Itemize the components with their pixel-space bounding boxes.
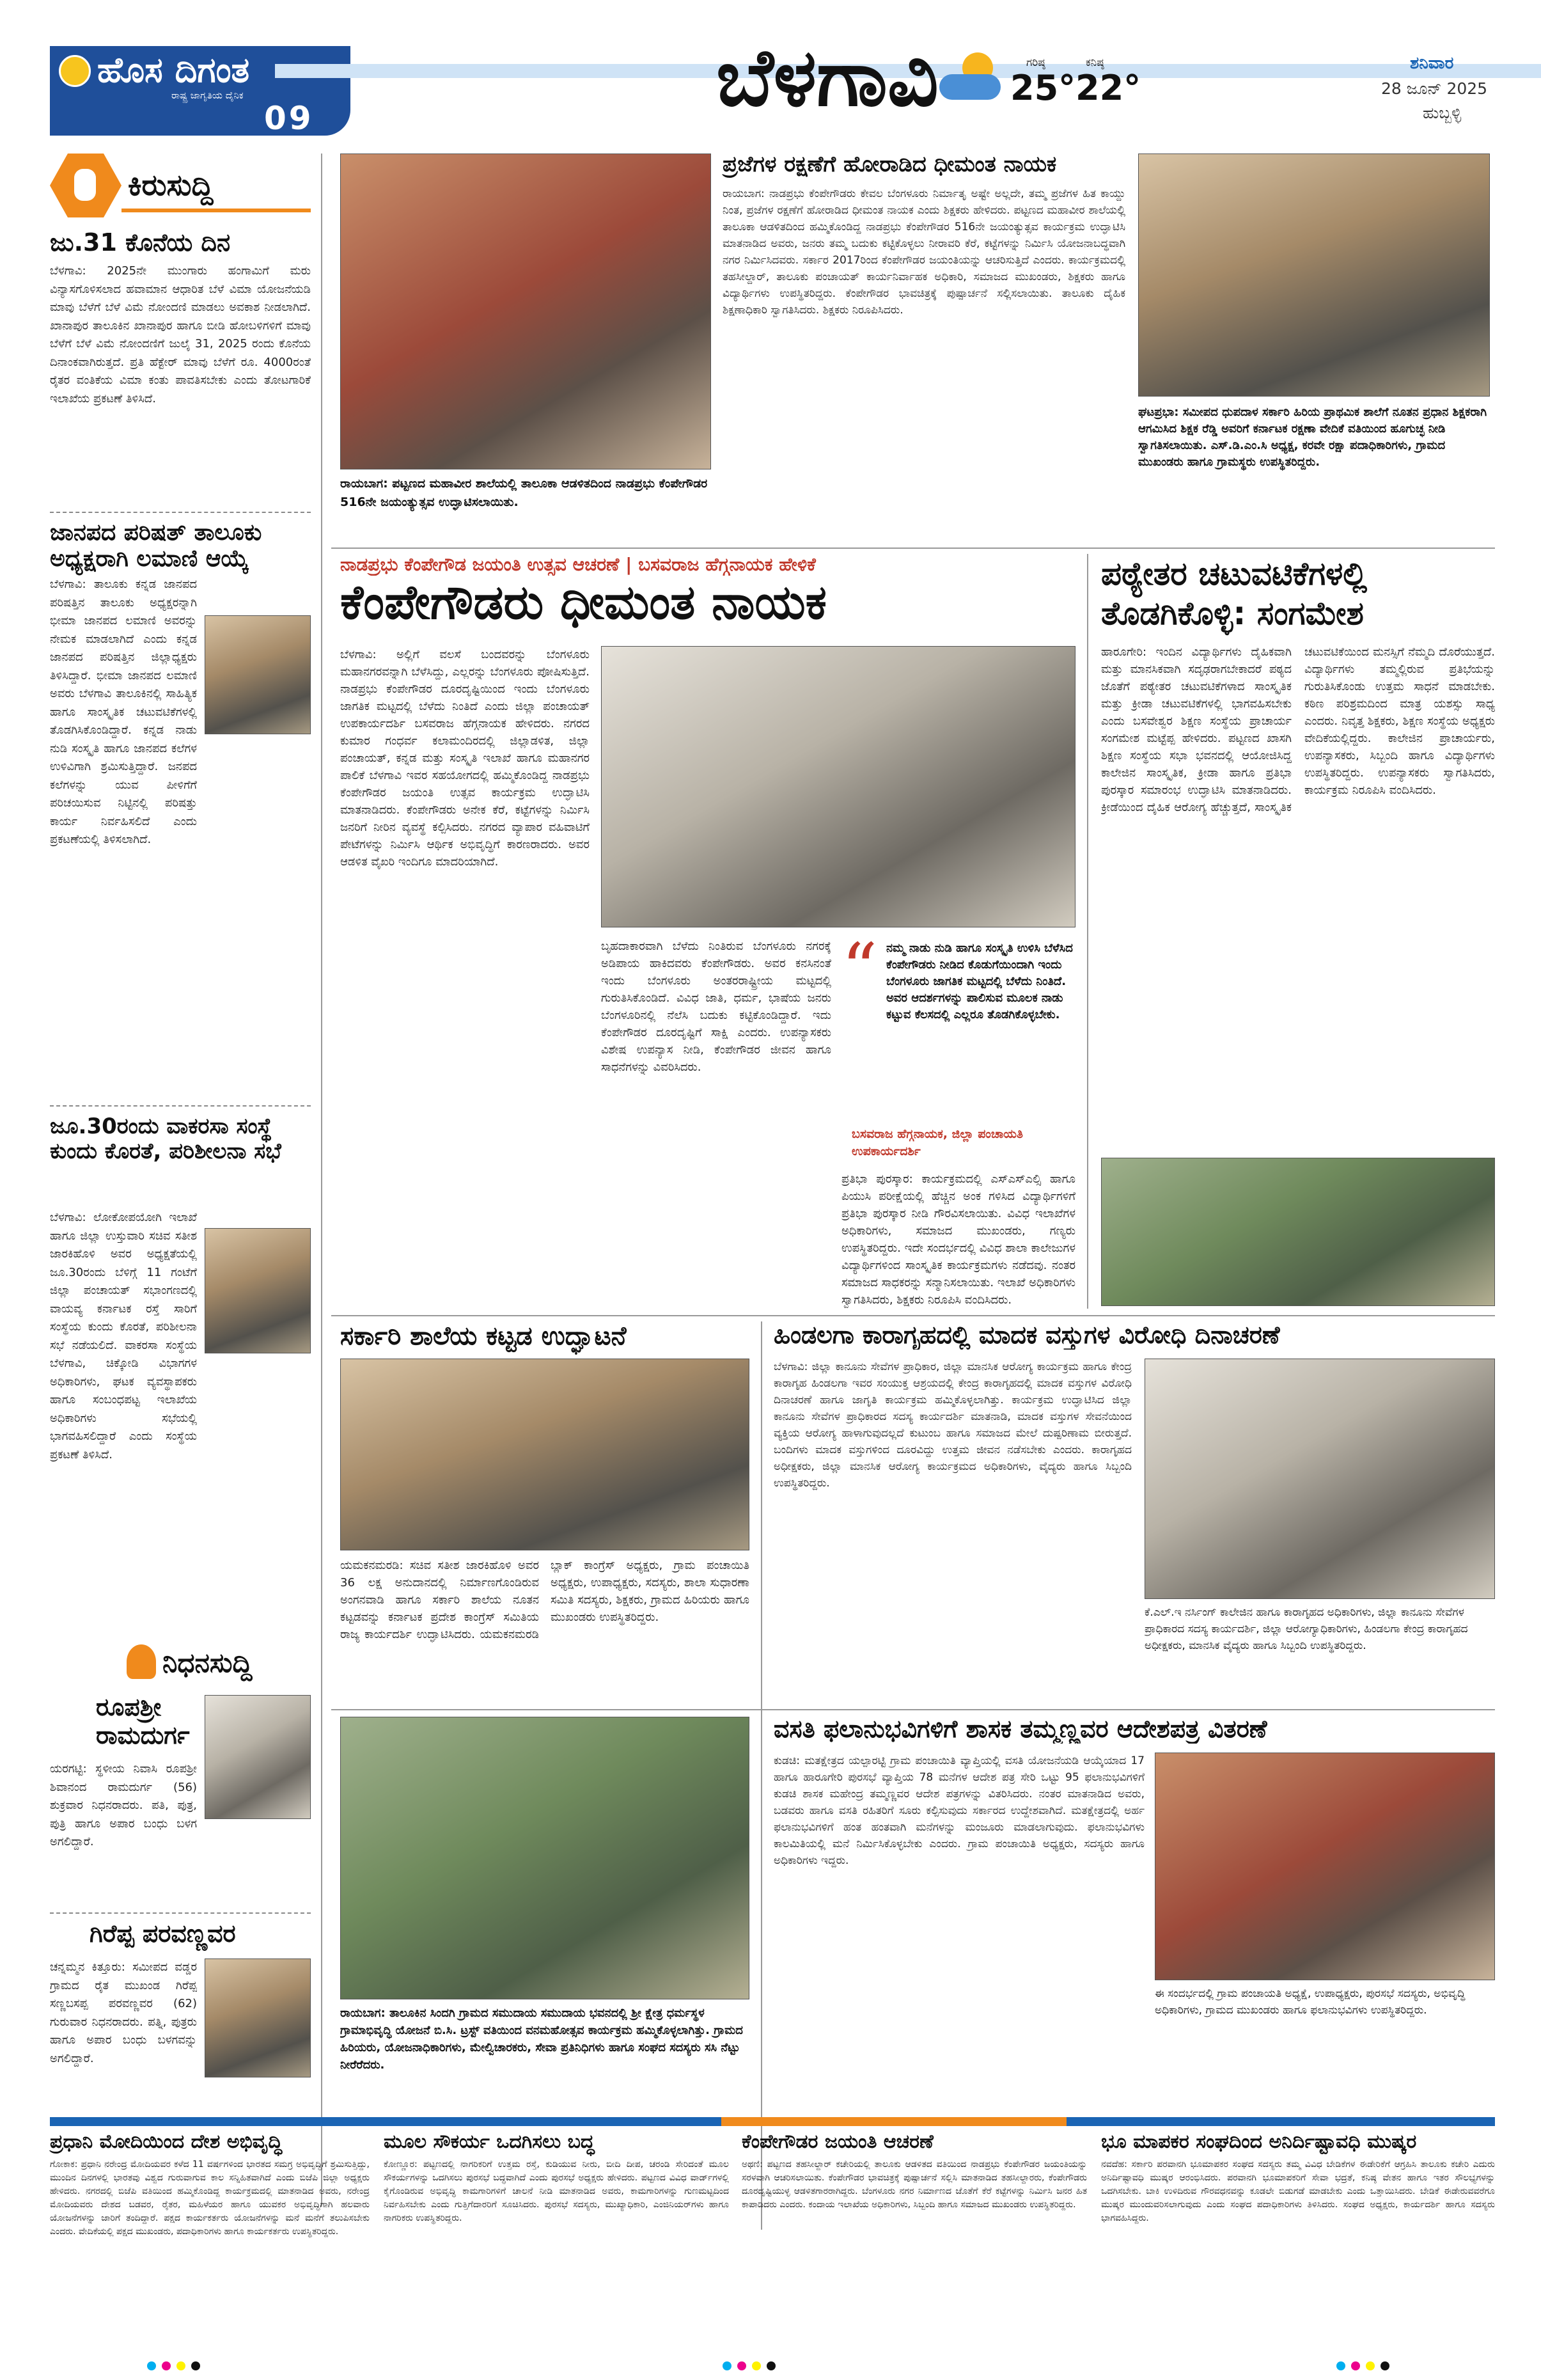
bottom-band-left [50, 2117, 721, 2126]
paper-name: ಹೊಸ ದಿಗಂತ [97, 50, 250, 90]
housing-text: ಕುಡಚಿ: ಮತಕ್ಷೇತ್ರದ ಯಲ್ಪಾರಟ್ಟಿ ಗ್ರಾಮ ಪಂಚಾಯಿತಿ ವ್ಯಾಪ್ತಿಯಲ್ಲಿ ವಸತಿ ಯೋಜನೆಯಡಿ ಆಯ್ಕೆಯಾದ 17 ಹಾಗೂ ಹಾರೂಗೇರಿ ಪುರಸಭೆ ವ್ಯಾಪ್ತಿಯ 78 ಮನೆಗಳ ಆದೇಶ ಪತ್ರ ಸೇರಿ ಒಟ್ಟು 95 ಫಲಾನುಭವಿಗಳಿಗೆ ಕುಡಚಿ ಶಾಸಕ ಮಹೇಂದ್ರ ತಮ್ಮಣ್ಣವರ ಆದೇಶ ಪತ್ರಗಳನ್ನು ವಿತರಿಸಿದರು. ನಂತರ ಮಾತನಾಡಿದ ಅವರು, ಬಡವರು ಹಾಗೂ ವಸತಿ ರಹಿತರಿಗೆ ಸೂರು ಕಲ್ಪಿಸುವುದು ಸರ್ಕಾರದ ಉದ್ದೇಶವಾಗಿದೆ. ಮತಕ್ಷೇತ್ರದಲ್ಲಿ ಅರ್ಹ ಫಲಾನುಭವಿಗಳಿಗೆ ಹಂತ ಹಂತವಾಗಿ ಮನೆಗಳನ್ನು ಮಂಜೂರು ಮಾಡಲಾಗುವುದು. ಫಲಾನುಭವಿಗಳು ಕಾಲಮಿತಿಯಲ್ಲಿ ಮನೆ ನಿರ್ಮಿಸಿಕೊಳ್ಳಬೇಕು ಎಂದರು. ಗ್ರಾಮ ಪಂಚಾಯಿತಿ ಅಧ್ಯಕ್ಷರು, ಸದಸ್ಯರು ಹಾಗೂ ಅಧಿಕಾರಿಗಳು ಇದ್ದರು. [774, 1754, 1145, 1867]
day-name: ಶನಿವಾರ [1410, 54, 1454, 73]
bottom-1-text: ಗೋಕಾಕ: ಪ್ರಧಾನಿ ನರೇಂದ್ರ ಮೋದಿಯವರ ಕಳೆದ 11 ವರ್ಷಗಳಿಂದ ಭಾರತದ ಸಮಗ್ರ ಅಭಿವೃದ್ಧಿಗೆ ಶ್ರಮಿಸುತ್ತಿದ್ದು, ಮುಂದಿನ ದಿನಗಳಲ್ಲಿ ಭಾರತವು ವಿಶ್ವದ ಗುರುವಾಗುವ ಕಾಲ ಸನ್ನಿಹಿತವಾಗಿದೆ ಎಂದು ಬಿಜೆಪಿ ಜಿಲ್ಲಾ ಅಧ್ಯಕ್ಷರು ಹೇಳಿದರು. ನಗರದಲ್ಲಿ ಬಿಜೆಪಿ ವತಿಯಿಂದ ಹಮ್ಮಿಕೊಂಡಿದ್ದ ಕಾರ್ಯಕ್ರಮದಲ್ಲಿ ಮಾತನಾಡಿದ ಅವರು, ನರೇಂದ್ರ ಮೋದಿಯವರು ದೇಶದ ಬಡವರ, ರೈತರ, ಮಹಿಳೆಯರ ಹಾಗೂ ಯುವಕರ ಅಭಿವೃದ್ಧಿಗಾಗಿ ಹಲವಾರು ಯೋಜನೆಗಳನ್ನು ಜಾರಿಗೆ ತಂದಿದ್ದಾರೆ. ಪಕ್ಷದ ಕಾರ್ಯಕರ್ತರು ಯೋಜನೆಗಳನ್ನು ಮನೆ ಮನೆಗೆ ತಲುಪಿಸಬೇಕು ಎಂದರು. ವೇದಿಕೆಯಲ್ಲಿ ಪಕ್ಷದ ಮುಖಂಡರು, ಪದಾಧಿಕಾರಿಗಳು ಹಾಗೂ ಕಾರ್ಯಕರ್ತರು ಉಪಸ್ಥಿತರಿದ್ದರು. [50, 2159, 370, 2237]
obit-2-name: ಗಿರೆಪ್ಪ ಪರವಣ್ಣವರ [90, 1919, 236, 1948]
main-kicker: ನಾಡಪ್ರಭು ಕೆಂಪೇಗೌಡ ಜಯಂತಿ ಉತ್ಸವ ಆಚರಣೆ | ಬಸವರಾಜ ಹೆಗ್ಗನಾಯಕ ಹೇಳಿಕೆ [340, 554, 816, 575]
top-mid-title: ಪ್ರಜೆಗಳ ರಕ್ಷಣೆಗೆ ಹೋರಾಡಿದ ಧೀಮಂತ ನಾಯಕ [723, 152, 1057, 177]
school-text: ಯಮಕನಮರಡಿ: ಸಚಿವ ಸತೀಶ ಜಾರಕಿಹೊಳಿ ಅವರ 36 ಲಕ್ಷ ಅನುದಾನದಲ್ಲಿ ನಿರ್ಮಾಣಗೊಂಡಿರುವ ಅಂಗನವಾಡಿ ಹಾಗೂ ಸರ್ಕಾರಿ ಶಾಲೆಯ ನೂತನ ಕಟ್ಟಡವನ್ನು ಕರ್ನಾಟಕ ಪ್ರದೇಶ ಕಾಂಗ್ರೆಸ್ ಸಮಿತಿಯ ರಾಜ್ಯ ಕಾರ್ಯದರ್ಶಿ ಉದ್ಘಾಟಿಸಿದರು. ಯಮಕನಮರಡಿ ಬ್ಲಾಕ್ ಕಾಂಗ್ರೆಸ್ ಅಧ್ಯಕ್ಷರು, ಗ್ರಾಮ ಪಂಚಾಯಿತಿ ಅಧ್ಯಕ್ಷರು, ಉಪಾಧ್ಯಕ್ಷರು, ಸದಸ್ಯರು, ಶಾಲಾ ಸುಧಾರಣಾ ಸಮಿತಿ ಸದಸ್ಯರು, ಶಿಕ್ಷಕರು, ಗ್ರಾಮದ ಹಿರಿಯರು ಹಾಗೂ ಮುಖಂಡರು ಉಪಸ್ಥಿತರಿದ್ದರು. [340, 1559, 749, 1641]
masthead [0, 0, 1541, 144]
top-left-photo [340, 154, 711, 469]
top-right-caption: ಘಟಪ್ರಭಾ: ಸಮೀಪದ ಧುಪದಾಳ ಸರ್ಕಾರಿ ಹಿರಿಯ ಪ್ರಾಥಮಿಕ ಶಾಲೆಗೆ ನೂತನ ಪ್ರಧಾನ ಶಿಕ್ಷಕರಾಗಿ ಆಗಮಿಸಿದ ಶಿಕ್ಷಕ ರೆಡ್ಡಿ ಅವರಿಗೆ ಕರ್ನಾಟಕ ರಕ್ಷಣಾ ವೇದಿಕೆ ವತಿಯಿಂದ ಹೂಗುಚ್ಛ ನೀಡಿ ಸ್ವಾಗತಿಸಲಾಯಿತು. ಎಸ್.ಡಿ.ಎಂ.ಸಿ ಅಧ್ಯಕ್ಷ, ಕರವೇ ರಕ್ಷಾ ಪದಾಧಿಕಾರಿಗಳು, ಗ್ರಾಮದ ಮುಖಂಡರು ಹಾಗೂ ಗ್ರಾಮಸ್ಥರು ಉಪಸ್ಥಿತರಿದ್ದರು. [1138, 406, 1487, 469]
pointing-hand-icon [50, 154, 121, 217]
edition-name: ಬೆಳಗಾವಿ [716, 32, 939, 124]
bottom-band-right [1067, 2117, 1495, 2126]
main-text-3: ಪ್ರತಿಭಾ ಪುರಸ್ಕಾರ: ಕಾರ್ಯಕ್ರಮದಲ್ಲಿ ಎಸ್ಎಸ್ಎಲ್ಸಿ ಹಾಗೂ ಪಿಯುಸಿ ಪರೀಕ್ಷೆಯಲ್ಲಿ ಹೆಚ್ಚಿನ ಅಂಕ ಗಳಿಸಿದ ವಿದ್ಯಾರ್ಥಿಗಳಿಗೆ ಪ್ರತಿಭಾ ಪುರಸ್ಕಾರ ನೀಡಿ ಗೌರವಿಸಲಾಯಿತು. ವಿವಿಧ ಇಲಾಖೆಗಳ ಅಧಿಕಾರಿಗಳು, ಸಮಾಜದ ಮುಖಂಡರು, ಗಣ್ಯರು ಉಪಸ್ಥಿತರಿದ್ದರು. ಇದೇ ಸಂದರ್ಭದಲ್ಲಿ ವಿವಿಧ ಶಾಲಾ ಕಾಲೇಜುಗಳ ವಿದ್ಯಾರ್ಥಿಗಳಿಂದ ಸಾಂಸ್ಕೃತಿಕ ಕಾರ್ಯಕ್ರಮಗಳು ನಡೆದವು. ನಂತರ ಸಮಾಜದ ಸಾಧಕರನ್ನು ಸನ್ಮಾನಿಸಲಾಯಿತು. ಇಲಾಖೆ ಅಧಿಕಾರಿಗಳು ಸ್ವಾಗತಿಸಿದರು, ಶಿಕ್ಷಕರು ನಿರೂಪಿಸಿ ವಂದಿಸಿದರು. [841, 1172, 1076, 1307]
brief-2-text: ಬೆಳಗಾವಿ: ತಾಲೂಕು ಕನ್ನಡ ಜಾನಪದ ಪರಿಷತ್ತಿನ ತಾಲೂಕು ಅಧ್ಯಕ್ಷರನ್ನಾಗಿ ಭೀಮಾ ಜಾನಪದ ಲಮಾಣಿ ಅವರನ್ನು ನೇಮಕ ಮಾಡಲಾಗಿದೆ ಎಂದು ಕನ್ನಡ ಜಾನಪದ ಪರಿಷತ್ತಿನ ಜಿಲ್ಲಾಧ್ಯಕ್ಷರು ತಿಳಿಸಿದ್ದಾರೆ. ಭೀಮಾ ಜಾನಪದ ಲಮಾಣಿ ಅವರು ಬೆಳಗಾವಿ ತಾಲೂಕಿನಲ್ಲಿ ಸಾಹಿತ್ಯಿಕ ಹಾಗೂ ಸಾಂಸ್ಕೃತಿಕ ಚಟುವಟಿಕೆಗಳಲ್ಲಿ ತೊಡಗಿಸಿಕೊಂಡಿದ್ದಾರೆ. ಕನ್ನಡ ನಾಡು ನುಡಿ ಸಂಸ್ಕೃತಿ ಹಾಗೂ ಜಾನಪದ ಕಲೆಗಳ ಉಳಿವಿಗಾಗಿ ಶ್ರಮಿಸುತ್ತಿದ್ದಾರೆ. ಜನಪದ ಕಲೆಗಳನ್ನು ಯುವ ಪೀಳಿಗೆಗೆ ಪರಿಚಯಿಸುವ ನಿಟ್ಟಿನಲ್ಲಿ ಪರಿಷತ್ತು ಕಾರ್ಯ ನಿರ್ವಹಿಸಲಿದೆ ಎಂದು ಪ್ರಕಟಣೆಯಲ್ಲಿ ತಿಳಿಸಲಾಗಿದೆ. [50, 578, 197, 846]
school-title: ಸರ್ಕಾರಿ ಶಾಲೆಯ ಕಟ್ಟಡ ಉದ್ಘಾಟನೆ [340, 1321, 627, 1351]
drug-caption: ಕೆ.ಎಲ್.ಇ ನರ್ಸಿಂಗ್ ಕಾಲೇಜಿನ ಹಾಗೂ ಕಾರಾಗೃಹದ ಅಧಿಕಾರಿಗಳು, ಜಿಲ್ಲಾ ಕಾನೂನು ಸೇವೆಗಳ ಪ್ರಾಧಿಕಾರದ ಸದಸ್ಯ ಕಾರ್ಯದರ್ಶಿ, ಜಿಲ್ಲಾ ಆರೋಗ್ಯಾಧಿಕಾರಿಗಳು, ಹಿಂಡಲಗಾ ಕೇಂದ್ರ ಕಾರಾಗೃಹದ ಅಧೀಕ್ಷಕರು, ಮಾನಸಿಕ ವೈದ್ಯರು ಹಾಗೂ ಸಿಬ್ಬಂದಿ ಉಪಸ್ಥಿತರಿದ್ದರು. [1145, 1606, 1468, 1652]
top-mid-text: ರಾಯಬಾಗ: ನಾಡಪ್ರಭು ಕೆಂಪೇಗೌಡರು ಕೇವಲ ಬೆಂಗಳೂರು ನಿರ್ಮಾತೃ ಅಷ್ಟೇ ಅಲ್ಲದೇ, ತಮ್ಮ ಪ್ರಜೆಗಳ ಹಿತ ಕಾಯ್ದು ನಿಂತ, ಪ್ರಜೆಗಳ ರಕ್ಷಣೆಗೆ ಹೋರಾಡಿದ ಧೀಮಂತ ನಾಯಕ ಎಂದು ಶಿಕ್ಷಕರು ಹೇಳಿದರು. ಪಟ್ಟಣದ ಮಹಾವೀರ ಶಾಲೆಯಲ್ಲಿ ತಾಲೂಕಾ ಆಡಳಿತದಿಂದ ಹಮ್ಮಿಕೊಂಡಿದ್ದ ನಾಡಪ್ರಭು ಕೆಂಪೇಗೌಡರ 516ನೇ ಜಯಂತ್ಯುತ್ಸವ ಕಾರ್ಯಕ್ರಮ ಉದ್ಘಾಟಿಸಿ ಮಾತನಾಡಿದ ಅವರು, ಜನರು ತಮ್ಮ ಬದುಕು ಕಟ್ಟಿಕೊಳ್ಳಲು ನೀರಾವರಿ ಕೆರೆ, ಕಟ್ಟೆಗಳನ್ನು ನಿರ್ಮಿಸಿ ಯೋಜನಾಬದ್ಧವಾಗಿ ನಗರ ನಿರ್ಮಿಸಿದವರು. ಸರ್ಕಾರ 2017ರಿಂದ ಕೆಂಪೇಗೌಡರ ಜಯಂತಿಯನ್ನು ಆಚರಿಸುತ್ತಿದೆ ಎಂದರು. ಕಾರ್ಯಕ್ರಮದಲ್ಲಿ ತಹಸೀಲ್ದಾರ್, ತಾಲೂಕು ಪಂಚಾಯತ್ ಕಾರ್ಯನಿರ್ವಾಹಕ ಅಧಿಕಾರಿ, ಸಮಾಜದ ಮುಖಂಡರು, ಶಿಕ್ಷಕರು ಹಾಗೂ ವಿದ್ಯಾರ್ಥಿಗಳು ಉಪಸ್ಥಿತರಿದ್ದರು. ಕೆಂಪೇಗೌಡರ ಭಾವಚಿತ್ರಕ್ಕೆ ಪುಷ್ಪಾರ್ಚನೆ ಸಲ್ಲಿಸಲಾಯಿತು. ತಾಲೂಕು ದೈಹಿಕ ಶಿಕ್ಷಣಾಧಿಕಾರಿ ಸ್ವಾಗತಿಸಿದರು. ಶಿಕ್ಷಕರು ನಿರೂಪಿಸಿದರು. [723, 187, 1125, 317]
min-temp: 22° [1076, 68, 1141, 108]
quote-mark-icon: “ [841, 928, 878, 1010]
obit-1-name: ರೂಪಶ್ರೀ ರಾಮದುರ್ಗ [96, 1693, 190, 1749]
brief-1-title: ಜು.31 ಕೊನೆಯ ದಿನ [50, 228, 231, 256]
tree-photo [340, 1717, 749, 1999]
nidhana-header [50, 1641, 311, 1685]
right-story-photo [1101, 1158, 1495, 1306]
logo-emblem-icon [59, 55, 91, 87]
drug-photo [1145, 1359, 1495, 1599]
main-text-1: ಬೆಳಗಾವಿ: ಅಲ್ಲಿಗೆ ವಲಸೆ ಬಂದವರನ್ನು ಬೆಂಗಳೂರು ಮಹಾನಗರವನ್ನಾಗಿ ಬೆಳೆಸಿದ್ದು, ಎಲ್ಲರನ್ನು ಬೆಂಗಳೂರು ಪೋಷಿಸುತ್ತಿದೆ. ನಾಡಪ್ರಭು ಕೆಂಪೇಗೌಡರ ದೂರದೃಷ್ಟಿಯಿಂದ ಇಂದು ಬೆಂಗಳೂರು ಜಾಗತಿಕ ಮಟ್ಟದಲ್ಲಿ ಬೆಳೆದು ನಿಂತಿದೆ ಎಂದು ಜಿಲ್ಲಾ ಪಂಚಾಯತ್ ಉಪಕಾರ್ಯದರ್ಶಿ ಬಸವರಾಜ ಹೆಗ್ಗನಾಯಕ ಹೇಳಿದರು. ನಗರದ ಕುಮಾರ ಗಂಧರ್ವ ಕಲಾಮಂದಿರದಲ್ಲಿ ಜಿಲ್ಲಾಡಳಿತ, ಜಿಲ್ಲಾ ಪಂಚಾಯತ್, ಕನ್ನಡ ಮತ್ತು ಸಂಸ್ಕೃತಿ ಇಲಾಖೆ ಹಾಗೂ ಮಹಾನಗರ ಪಾಲಿಕೆ ಬೆಳಗಾವಿ ಇವರ ಸಹಯೋಗದಲ್ಲಿ ಹಮ್ಮಿಕೊಂಡಿದ್ದ ನಾಡಪ್ರಭು ಕೆಂಪೇಗೌಡರ ಜಯಂತಿ ಉತ್ಸವ ಕಾರ್ಯಕ್ರಮ ಉದ್ಘಾಟಿಸಿ ಮಾತನಾಡಿದರು. ಕೆಂಪೇಗೌಡರು ಅನೇಕ ಕೆರೆ, ಕಟ್ಟೆಗಳನ್ನು ನಿರ್ಮಿಸಿ ಜನರಿಗೆ ನೀರಿನ ವ್ಯವಸ್ಥೆ ಕಲ್ಪಿಸಿದರು. ನಗರದ ವ್ಯಾಪಾರ ವಹಿವಾಟಿಗೆ ಪೇಟೆಗಳನ್ನು ನಿರ್ಮಿಸಿ ಆರ್ಥಿಕ ಅಭಿವೃದ್ಧಿಗೆ ಕಾರಣರಾದರು. ಅವರ ಆಡಳಿತ ವೈಖರಿ ಇಂದಿಗೂ ಮಾದರಿಯಾಗಿದೆ. [340, 648, 590, 869]
right-story-text: ಹಾರೂಗೇರಿ: ಇಂದಿನ ವಿದ್ಯಾರ್ಥಿಗಳು ದೈಹಿಕವಾಗಿ ಮತ್ತು ಮಾನಸಿಕವಾಗಿ ಸದೃಢರಾಗಬೇಕಾದರೆ ಪಠ್ಯದ ಜೊತೆಗೆ ಪಠ್ಯೇತರ ಚಟುವಟಿಕೆಗಳಾದ ಸಾಂಸ್ಕೃತಿಕ ಮತ್ತು ಕ್ರೀಡಾ ಚಟುವಟಿಕೆಗಳಲ್ಲಿ ಭಾಗವಹಿಸಬೇಕು ಎಂದು ಬಸವೇಶ್ವರ ಶಿಕ್ಷಣ ಸಂಸ್ಥೆಯ ಪ್ರಾಚಾರ್ಯ ಸಂಗಮೇಶ ಮಟ್ಟೆಪ್ಪ ಹೇಳಿದರು. ಪಟ್ಟಣದ ಖಾಸಗಿ ಶಿಕ್ಷಣ ಸಂಸ್ಥೆಯ ಸಭಾ ಭವನದಲ್ಲಿ ಆಯೋಜಿಸಿದ್ದ ಕಾಲೇಜಿನ ಸಾಂಸ್ಕೃತಿಕ, ಕ್ರೀಡಾ ಹಾಗೂ ಪ್ರತಿಭಾ ಪುರಸ್ಕಾರ ಸಮಾರಂಭ ಉದ್ಘಾಟಿಸಿ ಮಾತನಾಡಿದರು. ಕ್ರೀಡೆಯಿಂದ ದೈಹಿಕ ಆರೋಗ್ಯ ಹೆಚ್ಚುತ್ತದೆ, ಸಾಂಸ್ಕೃತಿಕ ಚಟುವಟಿಕೆಯಿಂದ ಮನಸ್ಸಿಗೆ ನೆಮ್ಮದಿ ದೊರೆಯುತ್ತದೆ. ವಿದ್ಯಾರ್ಥಿಗಳು ತಮ್ಮಲ್ಲಿರುವ ಪ್ರತಿಭೆಯನ್ನು ಗುರುತಿಸಿಕೊಂಡು ಉತ್ತಮ ಸಾಧನೆ ಮಾಡಬೇಕು. ಕಠಿಣ ಪರಿಶ್ರಮದಿಂದ ಮಾತ್ರ ಯಶಸ್ಸು ಸಾಧ್ಯ ಎಂದರು. ನಿವೃತ್ತ ಶಿಕ್ಷಕರು, ಶಿಕ್ಷಣ ಸಂಸ್ಥೆಯ ಅಧ್ಯಕ್ಷರು ವೇದಿಕೆಯಲ್ಲಿದ್ದರು. ಕಾಲೇಜಿನ ಪ್ರಾಚಾರ್ಯರು, ಉಪನ್ಯಾಸಕರು, ಸಿಬ್ಬಂದಿ ಹಾಗೂ ವಿದ್ಯಾರ್ಥಿಗಳು ಉಪಸ್ಥಿತರಿದ್ದರು. ಉಪನ್ಯಾಸಕರು ಸ್ವಾಗತಿಸಿದರು, ಕಾರ್ಯಕ್ರಮ ನಿರೂಪಿಸಿ ವಂದಿಸಿದರು. [1101, 645, 1495, 814]
bottom-band-mid [721, 2117, 1067, 2126]
housing-caption: ಈ ಸಂದರ್ಭದಲ್ಲಿ ಗ್ರಾಮ ಪಂಚಾಯತಿ ಅಧ್ಯಕ್ಷೆ, ಉಪಾಧ್ಯಕ್ಷರು, ಪುರಸಭೆ ಸದಸ್ಯರು, ಅಭಿವೃದ್ಧಿ ಅಧಿಕಾರಿಗಳು, ಗ್ರಾಮದ ಮುಖಂಡರು ಹಾಗೂ ಫಲಾನುಭವಿಗಳು ಉಪಸ್ಥಿತರಿದ್ದರು. [1155, 1987, 1466, 2017]
brief-3-text: ಬೆಳಗಾವಿ: ಲೋಕೋಪಯೋಗಿ ಇಲಾಖೆ ಹಾಗೂ ಜಿಲ್ಲಾ ಉಸ್ತುವಾರಿ ಸಚಿವ ಸತೀಶ ಜಾರಕಿಹೊಳಿ ಅವರ ಅಧ್ಯಕ್ಷತೆಯಲ್ಲಿ ಜೂ.30ರಂದು ಬೆಳಿಗ್ಗೆ 11 ಗಂಟೆಗೆ ಜಿಲ್ಲಾ ಪಂಚಾಯತ್ ಸಭಾಂಗಣದಲ್ಲಿ ವಾಯವ್ಯ ಕರ್ನಾಟಕ ರಸ್ತೆ ಸಾರಿಗೆ ಸಂಸ್ಥೆಯ ಕುಂದು ಕೊರತೆ, ಪರಿಶೀಲನಾ ಸಭೆ ನಡೆಯಲಿದೆ. ವಾಕರಸಾ ಸಂಸ್ಥೆಯ ಬೆಳಗಾವಿ, ಚಿಕ್ಕೋಡಿ ವಿಭಾಗಗಳ ಅಧಿಕಾರಿಗಳು, ಘಟಕ ವ್ಯವಸ್ಥಾಪಕರು ಹಾಗೂ ಸಂಬಂಧಪಟ್ಟ ಇಲಾಖೆಯ ಅಧಿಕಾರಿಗಳು ಸಭೆಯಲ್ಲಿ ಭಾಗವಹಿಸಲಿದ್ದಾರೆ ಎಂದು ಸಂಸ್ಥೆಯ ಪ್ರಕಟಣೆ ತಿಳಿಸಿದೆ. [50, 1211, 197, 1462]
main-headline: ಕೆಂಪೇಗೌಡರು ಧೀಮಂತ ನಾಯಕ [340, 575, 827, 630]
top-right-photo [1138, 154, 1490, 397]
main-photo [601, 646, 1076, 927]
tree-caption: ರಾಯಬಾಗ: ತಾಲೂಕಿನ ಸಿಂದಗಿ ಗ್ರಾಮದ ಸಮುದಾಯ ಸಮುದಾಯ ಭವನದಲ್ಲಿ ಶ್ರೀ ಕ್ಷೇತ್ರ ಧರ್ಮಸ್ಥಳ ಗ್ರಾಮಾಭಿವೃದ್ಧಿ ಯೋಜನೆ ಬಿ.ಸಿ. ಟ್ರಸ್ಟ್ ವತಿಯಿಂದ ವನಮಹೋತ್ಸವ ಕಾರ್ಯಕ್ರಮ ಹಮ್ಮಿಕೊಳ್ಳಲಾಗಿತ್ತು. ಗ್ರಾಮದ ಹಿರಿಯರು, ಯೋಜನಾಧಿಕಾರಿಗಳು, ಮೇಲ್ವಿಚಾರಕರು, ಸೇವಾ ಪ್ರತಿನಿಧಿಗಳು ಹಾಗೂ ಸಂಘದ ಸದಸ್ಯರು ಸಸಿ ನೆಟ್ಟು ನೀರೆರೆದರು. [340, 2006, 743, 2072]
main-quote-text: ನಮ್ಮ ನಾಡು ನುಡಿ ಹಾಗೂ ಸಂಸ್ಕೃತಿ ಉಳಿಸಿ ಬೆಳೆಸಿದ ಕೆಂಪೇಗೌಡರು ನೀಡಿದ ಕೊಡುಗೆಯಿಂದಾಗಿ ಇಂದು ಬೆಂಗಳೂರು ಜಾಗತಿಕ ಮಟ್ಟದಲ್ಲಿ ಬೆಳೆದು ನಿಂತಿದೆ. ಅವರ ಆದರ್ಶಗಳನ್ನು ಪಾಲಿಸುವ ಮೂಲಕ ನಾಡು ಕಟ್ಟುವ ಕೆಲಸದಲ್ಲಿ ಎಲ್ಲರೂ ತೊಡಗಿಕೊಳ್ಳಬೇಕು. [886, 942, 1073, 1021]
main-text-2: ಬೃಹದಾಕಾರವಾಗಿ ಬೆಳೆದು ನಿಂತಿರುವ ಬೆಂಗಳೂರು ನಗರಕ್ಕೆ ಅಡಿಪಾಯ ಹಾಕಿದವರು ಕೆಂಪೇಗೌಡರು. ಅವರ ಕನಸಿನಂತೆ ಇಂದು ಬೆಂಗಳೂರು ಅಂತರರಾಷ್ಟ್ರೀಯ ಮಟ್ಟದಲ್ಲಿ ಗುರುತಿಸಿಕೊಂಡಿದೆ. ವಿವಿಧ ಜಾತಿ, ಧರ್ಮ, ಭಾಷೆಯ ಜನರು ಬೆಂಗಳೂರಿನಲ್ಲಿ ನೆಲೆಸಿ ಬದುಕು ಕಟ್ಟಿಕೊಂಡಿದ್ದಾರೆ. ಇದು ಕೆಂಪೇಗೌಡರ ದೂರದೃಷ್ಟಿಗೆ ಸಾಕ್ಷಿ ಎಂದರು. ಉಪನ್ಯಾಸಕರು ವಿಶೇಷ ಉಪನ್ಯಾಸ ನೀಡಿ, ಕೆಂಪೇಗೌಡರ ಜೀವನ ಹಾಗೂ ಸಾಧನೆಗಳನ್ನು ವಿವರಿಸಿದರು. [601, 940, 831, 1074]
page-number: 09 [264, 100, 314, 136]
paper-logo-block [50, 46, 350, 136]
color-registration-marks-mid [723, 2361, 776, 2370]
bottom-3-title: ಕೆಂಪೇಗೌಡರ ಜಯಂತಿ ಆಚರಣೆ [742, 2131, 934, 2153]
bottom-2-title: ಮೂಲ ಸೌಕರ್ಯ ಒದಗಿಸಲು ಬದ್ಧ [384, 2131, 595, 2153]
kirusuddi-header [50, 154, 311, 220]
bottom-2-text: ಕೋಣ್ಣೂರ: ಪಟ್ಟಣದಲ್ಲಿ ನಾಗರಿಕರಿಗೆ ಉತ್ತಮ ರಸ್ತೆ, ಕುಡಿಯುವ ನೀರು, ಬೀದಿ ದೀಪ, ಚರಂಡಿ ಸೇರಿದಂತೆ ಮೂಲ ಸೌಕರ್ಯಗಳನ್ನು ಒದಗಿಸಲು ಪುರಸಭೆ ಬದ್ಧವಾಗಿದೆ ಎಂದು ಪುರಸಭೆ ಅಧ್ಯಕ್ಷರು ಹೇಳಿದರು. ಪಟ್ಟಣದ ವಿವಿಧ ವಾರ್ಡ್‌ಗಳಲ್ಲಿ ಕೈಗೊಂಡಿರುವ ಅಭಿವೃದ್ಧಿ ಕಾಮಗಾರಿಗಳಿಗೆ ಚಾಲನೆ ನೀಡಿ ಮಾತನಾಡಿದ ಅವರು, ಕಾಮಗಾರಿಗಳನ್ನು ಗುಣಮಟ್ಟದಿಂದ ನಿರ್ವಹಿಸಬೇಕು ಎಂದು ಗುತ್ತಿಗೆದಾರರಿಗೆ ಸೂಚಿಸಿದರು. ಪುರಸಭೆ ಸದಸ್ಯರು, ಮುಖ್ಯಾಧಿಕಾರಿ, ಎಂಜಿನಿಯರ್‌ಗಳು ಹಾಗೂ ನಾಗರಿಕರು ಉಪಸ್ಥಿತರಿದ್ದರು. [384, 2159, 729, 2223]
brief-2-portrait [205, 615, 311, 734]
obit-2-portrait [205, 1958, 311, 2077]
obit-1-portrait [205, 1695, 311, 1819]
kirusuddi-label: ಕಿರುಸುದ್ದಿ [128, 168, 214, 202]
place-name: ಹುಬ್ಬಳ್ಳಿ [1423, 104, 1462, 122]
issue-date: 28 ಜೂನ್ 2025 [1381, 79, 1488, 98]
brief-3-portrait [205, 1228, 311, 1353]
bottom-1-title: ಪ್ರಧಾನಿ ಮೋದಿಯಿಂದ ದೇಶ ಅಭಿವೃದ್ಧಿ [50, 2131, 283, 2153]
right-story-title: ಪಠ್ಯೇತರ ಚಟುವಟಿಕೆಗಳಲ್ಲಿ ತೊಡಗಿಕೊಳ್ಳಿ: ಸಂಗಮೇಶ [1101, 555, 1368, 632]
bottom-4-text: ನವದೆಹ: ಸರ್ಕಾರಿ ಪರವಾನಗಿ ಭೂಮಾಪಕರ ಸಂಘದ ಸದಸ್ಯರು ತಮ್ಮ ವಿವಿಧ ಬೇಡಿಕೆಗಳ ಈಡೇರಿಕೆಗೆ ಆಗ್ರಹಿಸಿ ತಾಲೂಕು ಕಚೇರಿ ಎದುರು ಅನಿರ್ದಿಷ್ಟಾವಧಿ ಮುಷ್ಕರ ಆರಂಭಿಸಿದರು. ಪರವಾನಗಿ ಭೂಮಾಪಕರಿಗೆ ಸೇವಾ ಭದ್ರತೆ, ಕನಿಷ್ಠ ವೇತನ ಹಾಗೂ ಇತರ ಸೌಲಭ್ಯಗಳನ್ನು ಒದಗಿಸಬೇಕು. ಬಾಕಿ ಉಳಿದಿರುವ ಗೌರವಧನವನ್ನು ಕೂಡಲೇ ಬಿಡುಗಡೆ ಮಾಡಬೇಕು ಎಂದು ಒತ್ತಾಯಿಸಿದರು. ಬೇಡಿಕೆ ಈಡೇರುವವರೆಗೂ ಮುಷ್ಕರ ಮುಂದುವರಿಸಲಾಗುವುದು ಎಂದು ಸಂಘದ ಪದಾಧಿಕಾರಿಗಳು ತಿಳಿಸಿದರು. ಸಂಘದ ಅಧ್ಯಕ್ಷರು, ಕಾರ್ಯದರ್ಶಿ ಹಾಗೂ ಸದಸ್ಯರು ಭಾಗವಹಿಸಿದ್ದರು. [1101, 2159, 1495, 2223]
drug-text: ಬೆಳಗಾವಿ: ಜಿಲ್ಲಾ ಕಾನೂನು ಸೇವೆಗಳ ಪ್ರಾಧಿಕಾರ, ಜಿಲ್ಲಾ ಮಾನಸಿಕ ಆರೋಗ್ಯ ಕಾರ್ಯಕ್ರಮ ಹಾಗೂ ಕೇಂದ್ರ ಕಾರಾಗೃಹ ಹಿಂಡಲಗಾ ಇವರ ಸಂಯುಕ್ತ ಆಶ್ರಯದಲ್ಲಿ ಕೇಂದ್ರ ಕಾರಾಗೃಹದಲ್ಲಿ ಮಾದಕ ವಸ್ತುಗಳ ವಿರೋಧಿ ದಿನಾಚರಣೆ ಹಾಗೂ ಜಾಗೃತಿ ಕಾರ್ಯಕ್ರಮ ಹಮ್ಮಿಕೊಳ್ಳಲಾಗಿತ್ತು. ಕಾರ್ಯಕ್ರಮ ಉದ್ಘಾಟಿಸಿದ ಜಿಲ್ಲಾ ಕಾನೂನು ಸೇವೆಗಳ ಪ್ರಾಧಿಕಾರದ ಸದಸ್ಯ ಕಾರ್ಯದರ್ಶಿ ಮಾತನಾಡಿ, ಮಾದಕ ವಸ್ತುಗಳ ಸೇವನೆಯಿಂದ ವ್ಯಕ್ತಿಯ ಆರೋಗ್ಯ ಹಾಳಾಗುವುದಲ್ಲದೆ ಕುಟುಂಬ ಹಾಗೂ ಸಮಾಜದ ಮೇಲೆ ದುಷ್ಪರಿಣಾಮ ಬೀರುತ್ತದೆ. ಬಂದಿಗಳು ಮಾದಕ ವಸ್ತುಗಳಿಂದ ದೂರವಿದ್ದು ಉತ್ತಮ ಜೀವನ ನಡೆಸಬೇಕು ಎಂದರು. ಕಾರಾಗೃಹದ ಅಧೀಕ್ಷಕರು, ಜಿಲ್ಲಾ ಮಾನಸಿಕ ಆರೋಗ್ಯ ಕಾರ್ಯಕ್ರಮದ ಅಧಿಕಾರಿಗಳು, ವೈದ್ಯರು ಹಾಗೂ ಸಿಬ್ಬಂದಿ ಉಪಸ್ಥಿತರಿದ್ದರು. [774, 1360, 1132, 1490]
nidhana-label: ನಿಧನಸುದ್ದಿ [162, 1647, 253, 1678]
brief-2-title: ಜಾನಪದ ಪರಿಷತ್ ತಾಲೂಕು ಅಧ್ಯಕ್ಷರಾಗಿ ಲಮಾಣಿ ಆಯ್ಕೆ [50, 519, 262, 572]
top-left-caption: ರಾಯಬಾಗ: ಪಟ್ಟಣದ ಮಹಾವೀರ ಶಾಲೆಯಲ್ಲಿ ತಾಲೂಕಾ ಆಡಳಿತದಿಂದ ನಾಡಪ್ರಭು ಕೆಂಪೇಗೌಡರ 516ನೇ ಜಯಂತ್ಯುತ್ಸವ ಉದ್ಘಾಟಿಸಲಾಯಿತು. [340, 477, 708, 509]
main-quote-by: ಬಸವರಾಜ ಹೆಗ್ಗನಾಯಕ, ಜಿಲ್ಲಾ ಪಂಚಾಯತಿ ಉಪಕಾರ್ಯದರ್ಶಿ [852, 1127, 1023, 1158]
housing-title: ವಸತಿ ಫಲಾನುಭವಿಗಳಿಗೆ ಶಾಸಕ ತಮ್ಮಣ್ಣವರ ಆದೇಶಪತ್ರ ವಿತರಣೆ [774, 1715, 1267, 1743]
color-registration-marks-left [147, 2361, 200, 2370]
obit-1-text: ಯರಗಟ್ಟಿ: ಸ್ಥಳೀಯ ನಿವಾಸಿ ರೂಪಶ್ರೀ ಶಿವಾನಂದ ರಾಮದುರ್ಗ (56) ಶುಕ್ರವಾರ ನಿಧನರಾದರು. ಪತಿ, ಪುತ್ರ, ಪುತ್ರಿ ಹಾಗೂ ಅಪಾರ ಬಂಧು ಬಳಗ ಅಗಲಿದ್ದಾರೆ. [50, 1762, 197, 1848]
bottom-4-title: ಭೂ ಮಾಪಕರ ಸಂಘದಿಂದ ಅನಿರ್ದಿಷ್ಟಾವಧಿ ಮುಷ್ಕರ [1101, 2131, 1417, 2153]
left-column-rule [321, 154, 322, 2207]
brief-1-text: ಬೆಳಗಾವಿ: 2025ನೇ ಮುಂಗಾರು ಹಂಗಾಮಿಗೆ ಮರು ವಿನ್ಯಾಸಗೊಳಿಸಲಾದ ಹವಾಮಾನ ಆಧಾರಿತ ಬೆಳೆ ವಿಮಾ ಯೋಜನೆಯಡಿ ಮಾವು ಬೆಳೆಗೆ ಬೆಳೆ ವಿಮೆ ನೋಂದಣಿ ಮಾಡಲು ಅವಕಾಶ ನೀಡಲಾಗಿದೆ. ಖಾನಾಪುರ ತಾಲೂಕಿನ ಖಾನಾಪುರ ಹಾಗೂ ಬೀಡಿ ಹೋಬಳಿಗಳಿಗೆ ಮಾವು ಬೆಳೆಗೆ ಬೆಳೆ ವಿಮೆ ನೋಂದಣಿಗೆ ಜುಲೈ 31, 2025 ರಂದು ಕೊನೆಯ ದಿನಾಂಕವಾಗಿರುತ್ತದೆ. ಪ್ರತಿ ಹೆಕ್ಟೇರ್ ಮಾವು ಬೆಳೆಗೆ ರೂ. 4000ರಂತೆ ರೈತರ ವಂತಿಕೆಯ ವಿಮಾ ಕಂತು ಪಾವತಿಸಬೇಕು ಎಂದು ತೋಟಗಾರಿಕೆ ಇಲಾಖೆಯ ಪ್ರಕಟಣೆ ತಿಳಿಸಿದೆ. [50, 264, 311, 406]
school-photo [340, 1359, 749, 1550]
housing-photo [1155, 1753, 1495, 1980]
paper-tagline: ರಾಷ್ಟ್ರ ಜಾಗೃತಿಯ ದೈನಿಕ [171, 90, 244, 101]
main-quote-box [841, 928, 1076, 1123]
obit-2-text: ಚನ್ನಮ್ಮನ ಕಿತ್ತೂರು: ಸಮೀಪದ ವಡ್ಡರ ಗ್ರಾಮದ ರೈತ ಮುಖಂಡ ಗಿರೆಪ್ಪ ಸಣ್ಣಬಸಪ್ಪ ಪರವಣ್ಣವರ (62) ಗುರುವಾರ ನಿಧನರಾದರು. ಪತ್ನಿ, ಪುತ್ರರು ಹಾಗೂ ಅಪಾರ ಬಂಧು ಬಳಗವನ್ನು ಅಗಲಿದ್ದಾರೆ. [50, 1960, 197, 2065]
color-registration-marks-right [1336, 2361, 1389, 2370]
max-temp-label: ಗರಿಷ್ಠ [1026, 56, 1045, 69]
brief-3-title: ಜೂ.30ರಂದು ವಾಕರಸಾ ಸಂಸ್ಥೆ ಕುಂದು ಕೊರತೆ, ಪರಿಶೀಲನಾ ಸಭೆ [50, 1114, 281, 1165]
lamp-icon [127, 1644, 156, 1679]
min-temp-label: ಕನಿಷ್ಠ [1086, 56, 1104, 69]
drug-title: ಹಿಂಡಲಗಾ ಕಾರಾಗೃಹದಲ್ಲಿ ಮಾದಕ ವಸ್ತುಗಳ ವಿರೋಧಿ ದಿನಾಚರಣೆ [774, 1321, 1280, 1349]
weather-sun-cloud-icon [937, 50, 1007, 107]
bottom-3-text: ಅಥಣಿ: ಪಟ್ಟಣದ ತಹಸೀಲ್ದಾರ್ ಕಚೇರಿಯಲ್ಲಿ ತಾಲೂಕು ಆಡಳಿತದ ವತಿಯಿಂದ ನಾಡಪ್ರಭು ಕೆಂಪೇಗೌಡರ ಜಯಂತಿಯನ್ನು ಸರಳವಾಗಿ ಆಚರಿಸಲಾಯಿತು. ಕೆಂಪೇಗೌಡರ ಭಾವಚಿತ್ರಕ್ಕೆ ಪುಷ್ಪಾರ್ಚನೆ ಸಲ್ಲಿಸಿ ಮಾತನಾಡಿದ ತಹಸೀಲ್ದಾರರು, ಕೆಂಪೇಗೌಡರು ದೂರದೃಷ್ಟಿಯುಳ್ಳ ಆಡಳಿತಗಾರರಾಗಿದ್ದರು. ಬೆಂಗಳೂರು ನಗರ ನಿರ್ಮಾಣದ ಜೊತೆಗೆ ಕೆರೆ ಕಟ್ಟೆಗಳನ್ನು ನಿರ್ಮಿಸಿ ಜನರ ಹಿತ ಕಾಪಾಡಿದರು ಎಂದರು. ಕಂದಾಯ ಇಲಾಖೆಯ ಅಧಿಕಾರಿಗಳು, ಸಿಬ್ಬಂದಿ ಹಾಗೂ ಸಮಾಜದ ಮುಖಂಡರು ಉಪಸ್ಥಿತರಿದ್ದರು. [742, 2159, 1087, 2210]
max-temp: 25° [1010, 68, 1076, 108]
